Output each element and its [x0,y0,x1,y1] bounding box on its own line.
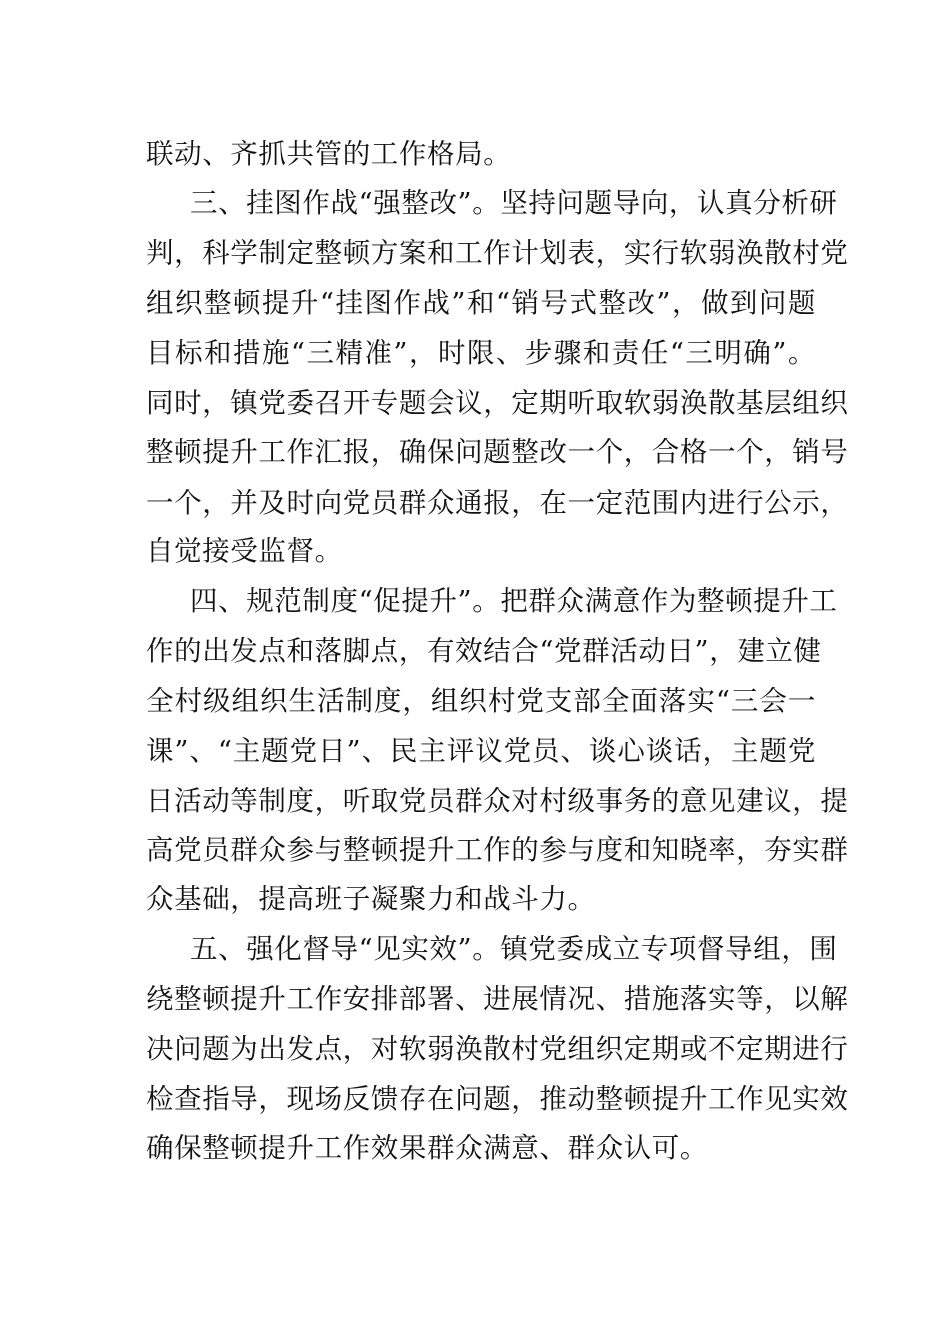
text-line: 自觉接受监督。 [146,535,343,567]
text-line: 组织整顿提升“挂图作战”和“销号式整改”，做到问题 [146,287,816,319]
text-line: 绕整顿提升工作安排部署、进展情况、措施落实等，以解 [146,983,849,1015]
text-line: 三、挂图作战“强整改”。坚持问题导向，认真分析研 [190,187,838,219]
text-line: 作的出发点和落脚点，有效结合“党群活动日”，建立健 [146,635,822,667]
text-line: 决问题为出发点，对软弱涣散村党组织定期或不定期进行 [146,1033,849,1065]
text-line: 确保整顿提升工作效果群众满意、群众认可。 [146,1132,708,1164]
text-line: 检查指导，现场反馈存在问题，推动整顿提升工作见实效 [146,1083,849,1115]
text-line: 整顿提升工作汇报，确保问题整改一个，合格一个，销号 [146,436,849,468]
text-line: 日活动等制度，听取党员群众对村级事务的意见建议，提 [146,785,849,817]
text-line: 高党员群众参与整顿提升工作的参与度和知晓率，夯实群 [146,834,849,866]
text-line: 同时，镇党委召开专题会议，定期听取软弱涣散基层组织 [146,387,849,419]
text-line: 判，科学制定整顿方案和工作计划表，实行软弱涣散村党 [146,237,849,269]
text-line: 五、强化督导“见实效”。镇党委成立专项督导组，围 [190,933,838,965]
text-line: 一个，并及时向党员群众通报，在一定范围内进行公示， [146,487,849,519]
text-line: 众基础，提高班子凝聚力和战斗力。 [146,883,596,915]
text-line: 四、规范制度“促提升”。把群众满意作为整顿提升工 [190,585,838,617]
text-line: 联动、齐抓共管的工作格局。 [146,138,512,170]
text-line: 目标和措施“三精准”，时限、步骤和责任“三明确”。 [146,337,816,369]
text-line: 课”、“主题党日”、民主评议党员、谈心谈话，主题党 [146,735,816,767]
text-line: 全村级组织生活制度，组织村党支部全面落实“三会一 [146,685,816,717]
